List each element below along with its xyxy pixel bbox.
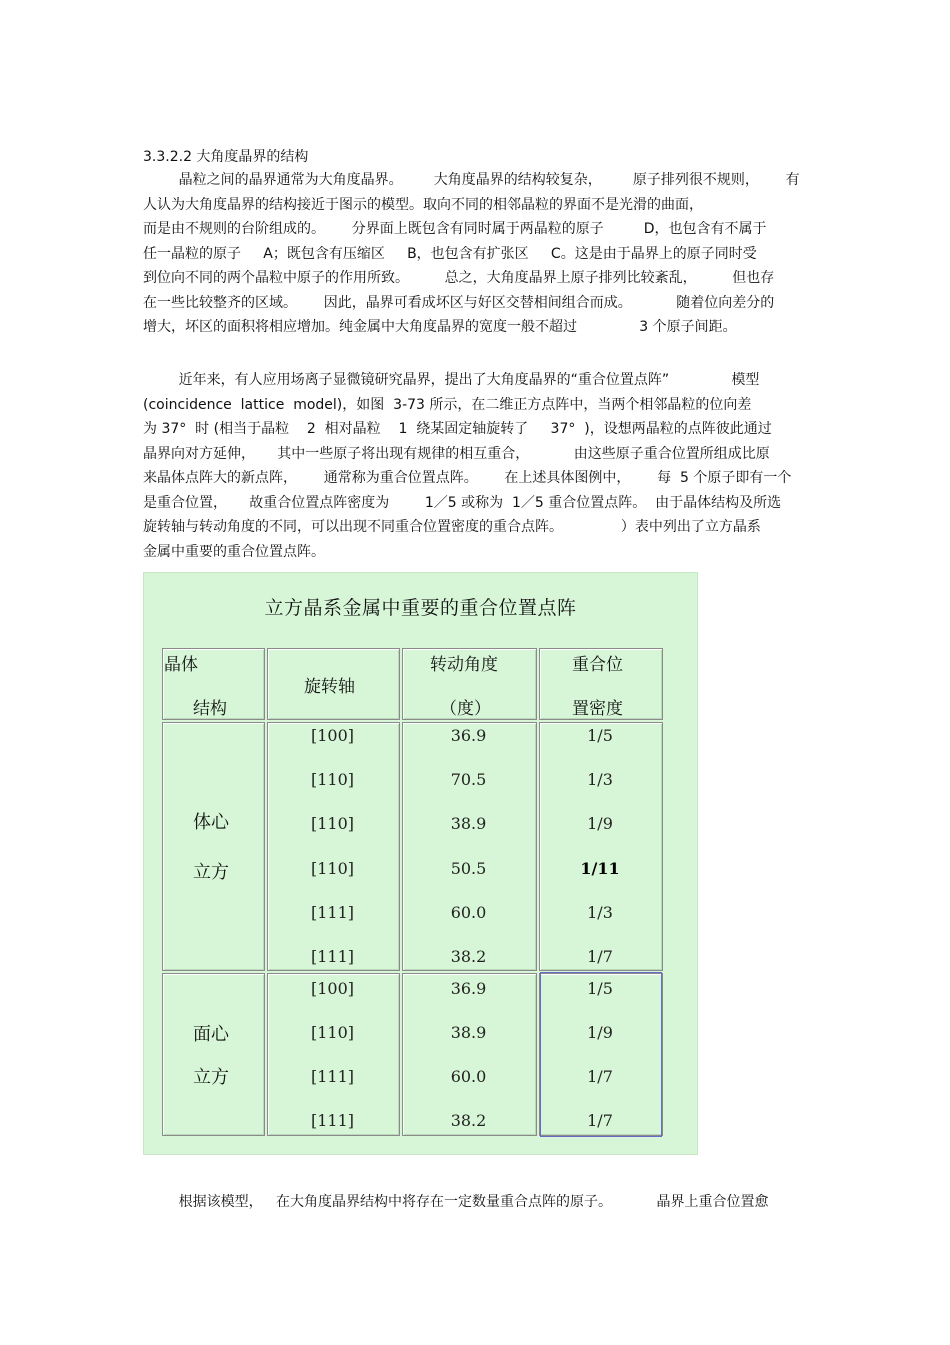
text-line: 根据该模型， 在大角度晶界结构中将存在一定数量重合点阵的原子。 晶界上重合位置愈: [143, 1194, 769, 1210]
header-density-line1: 重合位: [572, 655, 623, 675]
fcc-row2-axis: [110]: [310, 1023, 355, 1042]
bcc-row5-angle: 60.0: [450, 903, 487, 922]
bcc-row3-density: 1/9: [587, 814, 613, 833]
header-structure-line2: 结构: [193, 699, 227, 719]
bcc-row6-angle: 38.2: [450, 947, 487, 966]
text-line: 而是由不规则的台阶组成的。 分界面上既包含有同时属于两晶粒的原子 D，也包含有不属于: [143, 221, 767, 237]
bcc-structure-line1: 体心: [193, 812, 229, 833]
bcc-row3-angle: 38.9: [450, 814, 487, 833]
fcc-row2-density: 1/9: [587, 1023, 613, 1042]
fcc-row4-axis: [111]: [310, 1111, 355, 1130]
bcc-structure-line2: 立方: [193, 862, 229, 883]
text-line: 旋转轴与转动角度的不同，可以出现不同重合位置密度的重合点阵。 ）表中列出了立方晶系: [143, 519, 761, 535]
fcc-row4-density: 1/7: [587, 1111, 613, 1130]
fcc-row1-axis: [100]: [310, 979, 355, 998]
fcc-row3-angle: 60.0: [450, 1067, 487, 1086]
text-line: 为 37° 时 (相当于晶粒 2 相对晶粒 1 绕某固定轴旋转了 37° )，设想两晶粒的点阵彼此通过: [143, 421, 772, 437]
header-axis: 旋转轴: [304, 677, 355, 697]
fcc-row3-density: 1/7: [587, 1067, 613, 1086]
fcc-structure-line1: 面心: [193, 1024, 229, 1045]
header-density-line2: 置密度: [572, 699, 623, 719]
coincidence-table: [162, 648, 665, 1138]
text-line: 来晶体点阵大的新点阵， 通常称为重合位置点阵。 在上述具体图例中， 每 5 个原子即有一个: [143, 470, 792, 486]
text-line: 在一些比较整齐的区域。 因此，晶界可看成坏区与好区交替相间组合而成。 随着位向差分的: [143, 294, 775, 311]
text-line: 增大，坏区的面积将相应增加。纯金属中大角度晶界的宽度一般不超过 3 个原子间距。: [143, 319, 737, 335]
text-line: 金属中重要的重合位置点阵。: [143, 543, 325, 560]
bcc-row6-density: 1/7: [587, 947, 613, 966]
bcc-row1-axis: [100]: [310, 726, 355, 745]
bcc-row1-angle: 36.9: [450, 726, 487, 745]
header-angle-line2: （度）: [440, 699, 491, 719]
text-line: 任一晶粒的原子 A；既包含有压缩区 B，也包含有扩张区 C。这是由于晶界上的原子同时受: [143, 245, 757, 262]
text-line: 晶界向对方延伸， 其中一些原子将出现有规律的相互重合， 由这些原子重合位置所组成比原: [143, 445, 770, 462]
bcc-density-cell: [539, 722, 663, 971]
header-angle-line1: 转动角度: [430, 655, 498, 675]
bcc-row1-density: 1/5: [587, 726, 613, 745]
bcc-row3-axis: [110]: [310, 814, 355, 833]
table-title: 立方晶系金属中重要的重合位置点阵: [264, 597, 577, 619]
fcc-row4-angle: 38.2: [450, 1111, 487, 1130]
bcc-row4-density: 1/11: [580, 859, 620, 878]
bcc-row2-angle: 70.5: [450, 770, 487, 789]
fcc-row2-angle: 38.9: [450, 1023, 487, 1042]
text-line: 近年来，有人应用场离子显微镜研究晶界，提出了大角度晶界的“重合位置点阵” 模型: [143, 372, 760, 388]
fcc-structure-line2: 立方: [193, 1067, 229, 1088]
bcc-row2-density: 1/3: [587, 770, 613, 789]
bcc-row4-axis: [110]: [310, 859, 355, 878]
text-line: (coincidence lattice model)，如图 3-73 所示，在二维正方点阵中，当两个相邻晶粒的位向差: [143, 396, 752, 413]
bcc-angle-cell: [402, 722, 537, 971]
bcc-axis-cell: [267, 722, 400, 971]
bcc-row5-axis: [111]: [310, 903, 355, 922]
paragraph-model-conclusion: [143, 1190, 808, 1215]
text-line: 到位向不同的两个晶粒中原子的作用所致。 总之，大角度晶界上原子排列比较紊乱， 但也存: [143, 270, 775, 286]
coincidence-table-figure: [143, 572, 698, 1155]
header-structure-line1: 晶体: [164, 655, 198, 675]
bcc-structure-cell: [162, 722, 265, 971]
text-line: 晶粒之间的晶界通常为大角度晶界。 大角度晶界的结构较复杂， 原子排列很不规则， 有: [143, 172, 800, 188]
fcc-row1-angle: 36.9: [450, 979, 487, 998]
section-heading: 3.3.2.2 大角度晶界的结构: [143, 149, 309, 165]
bcc-row2-axis: [110]: [310, 770, 355, 789]
bcc-row5-density: 1/3: [587, 903, 613, 922]
text-line: 人认为大角度晶界的结构接近于图示的模型。取向不同的相邻晶粒的界面不是光滑的曲面，: [143, 196, 703, 213]
fcc-row3-axis: [111]: [310, 1067, 355, 1086]
paragraph-grain-boundary: [143, 168, 808, 340]
paragraph-coincidence-lattice: [143, 368, 808, 564]
fcc-row1-density: 1/5: [587, 979, 613, 998]
bcc-row6-axis: [111]: [310, 947, 355, 966]
bcc-row4-angle: 50.5: [450, 859, 487, 878]
text-line: 是重合位置， 故重合位置点阵密度为 1／5 或称为 1／5 重合位置点阵。 由于晶体结构及所选: [143, 494, 782, 511]
fcc-structure-cell: [162, 973, 265, 1136]
